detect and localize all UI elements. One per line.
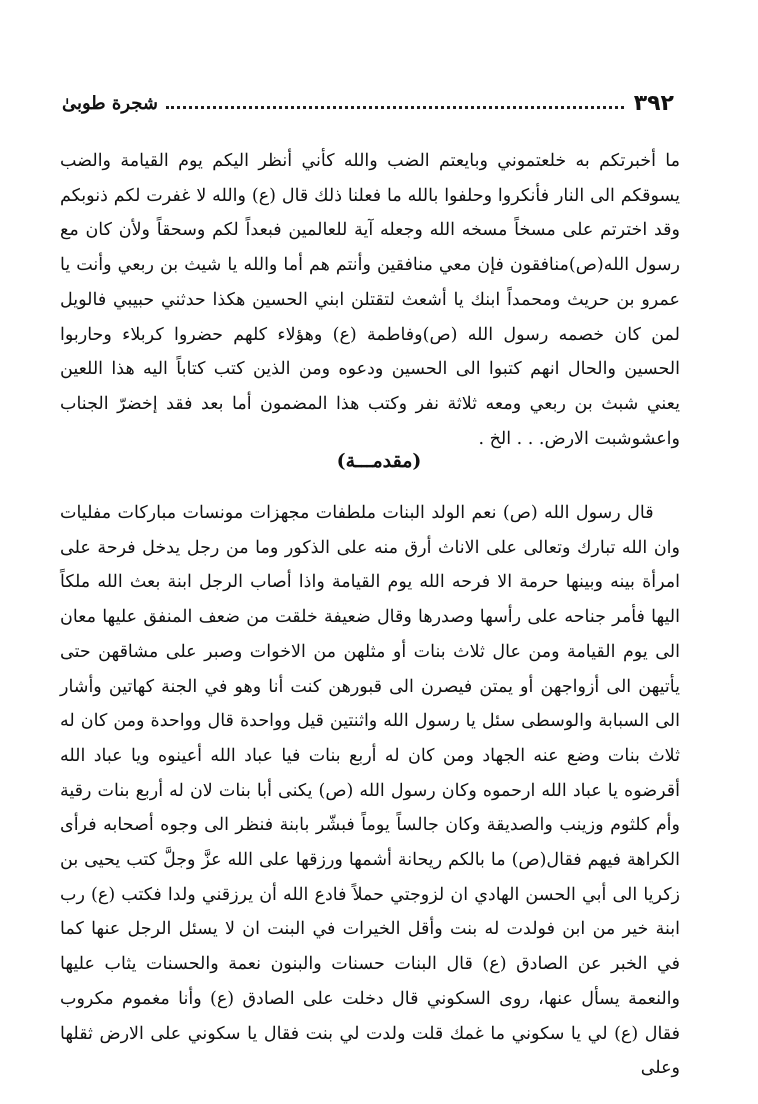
- intro-paragraph: [60, 144, 680, 456]
- section-heading: (مقدمـــة): [336, 450, 422, 472]
- page-header: [62, 86, 674, 120]
- intro-paragraph-text: ما أخبرتكم به خلعتموني وبايعتم الضب والله كأني أنظر اليكم يوم القيامة والضب يسوقكم الى النار فأنكروا وحلفوا بالله ما فعلنا ذلك قال (ع) والله لا غفرت لكم ذنوبكم وقد اخترتم على مسخاً مسخه الله وجعله آية للعالمين فبعداً لكم وسحقاً ولأن كان مع رسول الله(ص)منافقون فإن معي منافقين وأنتم هم أما والله يا شيث بن ربعي وأنت يا عمرو بن حريث ومحمداً ابنك يا أشعث لتقتلن ابني الحسين هكذا حدثني حبيبي فالويل لمن كان خصمه رسول الله (ص)وفاطمة (ع) وهؤلاء كلهم حضروا كربلاء وحاربوا الحسين والحال انهم كتبوا الى الحسين ودعوه ومن الذين كتب كتاباً اليه هذا اللعين يعني شبث بن ربعي ومعه ثلاثة نفر وكتب هذا المضمون أما بعد فقد إخضرّ الجناب واعشوشبت الارض. . . الخ .: [60, 151, 680, 449]
- main-paragraph-text: قال رسول الله (ص) نعم الولد البنات ملطفات مجهزات مونسات مباركات مفليات وان الله تبارك وتعالى على الاناث أرق منه على الذكور وما من رجل يدخل فرحة على امرأة بينه وبينها حرمة الا فرحه الله يوم القيامة واذا أصاب الرجل ابنة بعث الله ملكاً اليها فأمر جناحه على رأسها وصدرها وقال ضعيفة خلقت من ضعف المنفق عليها معان الى يوم القيامة ومن عال ثلاث بنات أو مثلهن من الاخوات وصبر على مشاقهن حتى يأتيهن الى أزواجهن أو يمتن فيصرن الى قبورهن كنت أنا وهو في الجنة كهاتين وأشار الى السبابة والوسطى سئل يا رسول الله واثنتين قيل وواحدة قال وواحدة ومن كان له ثلاث بنات وضع عنه الجهاد ومن كان له أربع بنات فيا عباد الله أعينوه ويا عباد الله أقرضوه يا عباد الله ارحموه وكان رسول الله (ص) يكنى أبا بنات لان له أربع بنات رقية وأم كلثوم وزينب والصديقة وكان جالساً يوماً فبشّر بابنة فنظر الى وجوه أصحابه فرأى الكراهة فيهم فقال(ص) ما بالكم ريحانة أشمها ورزقها على الله عزَّ وجلَّ كتب يحيى بن زكريا الى أبي الحسن الهادي ان لزوجتي حملاً فادع الله أن يرزقني ولدا فكتب (ع) رب ابنة خير من ابن فولدت له بنت وأقل الخيرات في البنت ان لا يسئل الرجل عنها كما في الخبر عن الصادق (ع) قال البنات حسنات والبنون نعمة والحسنات يثاب عليها والنعمة يسأل عنها، روى السكوني قال دخلت على الصادق (ع) وأنا مغموم مكروب فقال (ع) لي يا سكوني ما غمك قلت ولدت لي بنت فقال يا سكوني على الارض ثقلها وعلى: [60, 503, 680, 1079]
- page-number: ٣٩٢: [633, 90, 674, 116]
- main-paragraph: [60, 496, 680, 1086]
- header-dot-leader: [166, 106, 624, 109]
- running-title: شجرة طوبىٰ: [62, 92, 158, 114]
